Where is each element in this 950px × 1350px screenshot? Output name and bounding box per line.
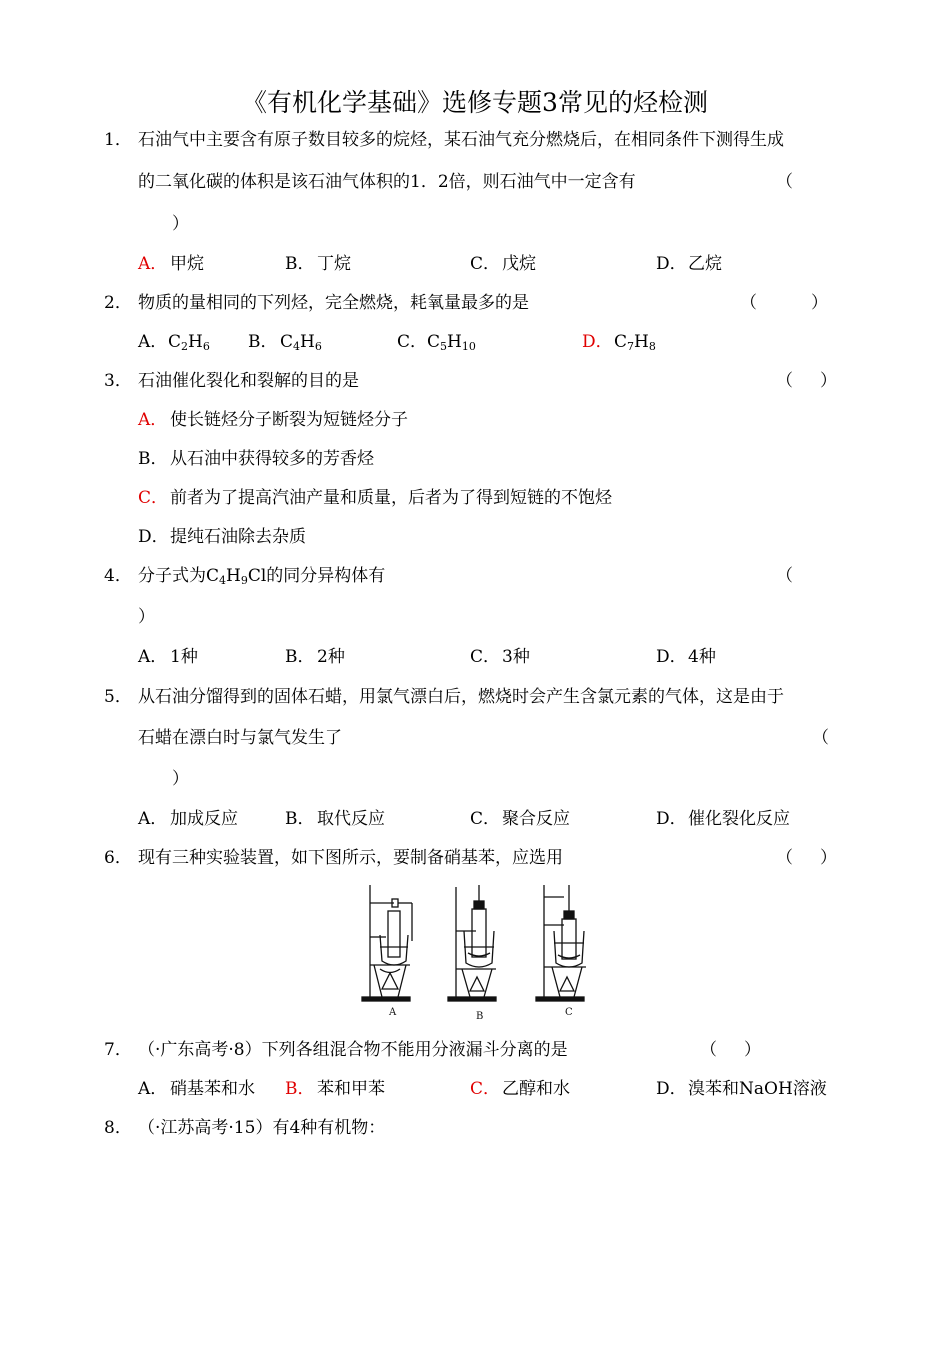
answer-paren: （ ） [776,371,838,391]
option-text: 3种 [502,647,530,667]
option-letter: A． [138,1079,168,1099]
answer-paren-open: （ [812,728,829,748]
question-number: 8． [104,1118,132,1138]
option-text: 硝基苯和水 [170,1079,255,1099]
option-letter: A． [138,647,168,667]
option-letter: B． [285,647,315,667]
option-text: 加成反应 [170,809,238,829]
question-number: 5． [104,687,132,707]
option-text: 催化裂化反应 [688,809,790,829]
option-letter: B． [285,809,315,829]
question-stem-line-1: 石油气中主要含有原子数目较多的烷烃，某石油气充分燃烧后，在相同条件下测得生成 [138,130,784,150]
option-text: 戊烷 [502,254,536,274]
figure-label-b: B [476,1011,484,1021]
option-letter: A． [138,809,168,829]
option-letter: C． [470,1079,501,1099]
option-letter: A． [138,410,168,430]
answer-paren: （ ） [740,293,829,313]
apparatus-b-illustration [448,885,496,1001]
question-number: 6． [104,848,132,868]
option-text: 4种 [688,647,716,667]
apparatus-c-illustration [536,885,586,1001]
option-text: 溴苯和NaOH溶液 [688,1079,827,1099]
question-stem-line-1: 分子式为$C_4H_9Cl$的同分异构体有 [138,566,386,587]
option-text: 从石油中获得较多的芳香烃 [170,449,374,469]
option-text: 乙烷 [688,254,722,274]
apparatus-a-illustration [362,885,412,1001]
option-letter: C． [397,332,428,352]
question-stem-line-2: 的二氧化碳的体积是该石油气体积的1．2倍，则石油气中一定含有 [138,172,636,192]
option-text: 丁烷 [317,254,351,274]
option-letter: D． [656,254,687,274]
option-letter: D． [656,1079,687,1099]
question-number: 3． [104,371,132,391]
option-letter: B． [285,254,315,274]
page-title: 《有机化学基础》选修专题3常见的烃检测 [242,88,708,117]
option-formula: $C_2H_6$ [168,332,210,353]
option-text: 甲烷 [170,254,204,274]
option-text: 前者为了提高汽油产量和质量，后者为了得到短链的不饱烃 [170,488,612,508]
option-letter: D． [656,809,687,829]
question-stem-line-1: 物质的量相同的下列烃，完全燃烧，耗氧量最多的是 [138,293,529,313]
answer-paren: （ ） [700,1040,762,1060]
option-letter: A． [138,254,168,274]
answer-paren: （ ） [776,848,838,868]
option-letter: B． [138,449,168,469]
question-stem-line-1: （·江苏高考·15）有4种有机物： [138,1118,386,1138]
question-number: 1． [104,130,132,150]
answer-paren-open: （ [776,172,793,192]
option-letter: C． [470,254,501,274]
answer-paren-open: （ [776,566,793,586]
answer-paren-close: ） [172,214,189,234]
option-letter: D． [656,647,687,667]
figure-label-c: C [565,1007,573,1018]
answer-paren-close: ） [172,769,189,789]
option-formula: $C_5H_{10}$ [427,332,476,353]
option-text: 使长链烃分子断裂为短链烃分子 [170,410,408,430]
option-letter: D． [582,332,613,352]
question-number: 2． [104,293,132,313]
option-text: 提纯石油除去杂质 [170,527,306,547]
option-formula: $C_7H_8$ [614,332,656,353]
option-letter: B． [285,1079,315,1099]
option-text: 1种 [170,647,198,667]
option-text: 2种 [317,647,345,667]
question-stem-line-1: （·广东高考·8）下列各组混合物不能用分液漏斗分离的是 [138,1040,568,1060]
option-letter: C． [470,809,501,829]
question-number: 4． [104,566,132,586]
option-text: 乙醇和水 [502,1079,570,1099]
question-stem-line-1: 从石油分馏得到的固体石蜡，用氯气漂白后，燃烧时会产生含氯元素的气体，这是由于 [138,687,784,707]
figure-label-a: A [389,1007,397,1018]
question-stem-line-1: 现有三种实验装置，如下图所示，要制备硝基苯，应选用 [138,848,563,868]
question-stem-line-1: 石油催化裂化和裂解的目的是 [138,371,359,391]
question-stem-line-2: 石蜡在漂白时与氯气发生了 [138,728,342,748]
option-formula: $C_4H_6$ [280,332,322,353]
option-letter: B． [248,332,278,352]
option-letter: A． [138,332,168,352]
option-letter: D． [138,527,169,547]
answer-paren-close: ） [138,607,155,627]
option-text: 聚合反应 [502,809,570,829]
option-text: 苯和甲苯 [317,1079,385,1099]
option-text: 取代反应 [317,809,385,829]
option-letter: C． [470,647,501,667]
apparatus-figure [358,881,603,1021]
option-letter: C． [138,488,169,508]
question-number: 7． [104,1040,132,1060]
